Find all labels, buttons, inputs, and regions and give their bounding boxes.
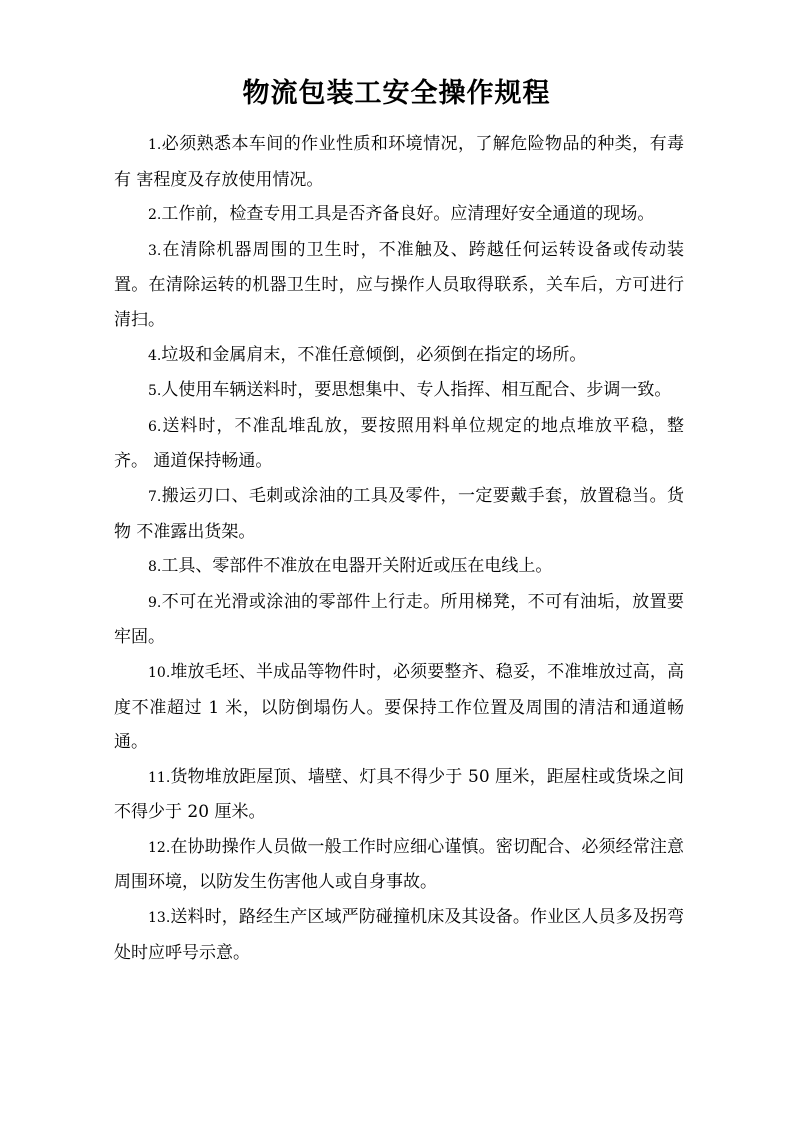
rule-text: 堆放毛坯、半成品等物件时，必须要整齐、稳妥，不准堆放过高，高度不准超过 1 米，以防倒塌伤人。要保持工作位置及周围的清洁和通道畅通。 — [114, 661, 684, 753]
rule-item — [114, 549, 684, 585]
rule-text: 在协助操作人员做一般工作时应细心谨慎。密切配合、必须经常注意周围环境，以防发生伤害他人或自身事故。 — [114, 836, 684, 893]
rule-text: 送料时，路经生产区域严防碰撞机床及其设备。作业区人员多及拐弯 处时应呼号示意。 — [114, 907, 684, 963]
rule-item — [114, 655, 684, 760]
rule-item — [114, 900, 684, 970]
rule-number: 10. — [148, 664, 171, 681]
rule-item — [114, 585, 684, 655]
rule-text: 不可在光滑或涂油的零部件上行走。所用梯凳，不可有油垢，放置要牢固。 — [114, 591, 684, 648]
rule-text: 送料时，不准乱堆乱放，要按照用料单位规定的地点堆放平稳，整齐。 通道保持畅通。 — [114, 415, 684, 472]
rule-item — [114, 127, 684, 197]
rule-text: 货物堆放距屋顶、墙壁、灯具不得少于 50 厘米，距屋柱或货垛之间 不得少于 20 厘米。 — [114, 766, 684, 823]
rule-item — [114, 830, 684, 900]
document-title: 物流包装工安全操作规程 — [242, 78, 551, 109]
rule-item — [114, 479, 684, 549]
rule-number: 4. — [148, 347, 162, 364]
rule-number: 12. — [148, 839, 171, 856]
rule-text: 垃圾和金属肩末，不准任意倾倒，必须倒在指定的场所。 — [161, 344, 587, 365]
rule-number: 3. — [148, 242, 162, 259]
document-body — [114, 127, 684, 970]
rule-item — [114, 760, 684, 830]
rule-number: 2. — [148, 207, 162, 224]
rule-text: 在清除机器周围的卫生时，不准触及、跨越任何运转设备或传动装置。在清除运转的机器卫生时，应与操作人员取得联系，关车后，方可进行清扫。 — [114, 239, 684, 330]
rule-number: 6. — [148, 418, 162, 435]
rule-number: 13. — [148, 910, 171, 927]
rule-item — [114, 197, 684, 233]
rule-number: 9. — [148, 594, 162, 611]
rule-number: 5. — [148, 383, 162, 400]
rule-number: 7. — [148, 488, 162, 505]
rule-text: 人使用车辆送料时，要思想集中、专人指挥、相互配合、步调一致。 — [161, 380, 672, 401]
rule-item — [114, 409, 684, 479]
rule-item — [114, 338, 684, 374]
rule-number: 1. — [148, 137, 162, 153]
rule-text: 工具、零部件不准放在电器开关附近或压在电线上。 — [161, 556, 553, 577]
rule-item — [114, 233, 684, 338]
rule-item — [114, 373, 684, 409]
rule-number: 11. — [148, 769, 171, 786]
rule-text: 工作前，检查专用工具是否齐备良好。应清理好安全通道的现场。 — [161, 204, 655, 225]
rule-number: 8. — [148, 559, 162, 576]
rule-text: 搬运刃口、毛刺或涂油的工具及零件，一定要戴手套，放置稳当。货物 不准露出货架。 — [114, 485, 684, 542]
rule-text: 必须熟悉本车间的作业性质和环境情况，了解危险物品的种类，有毒有 害程度及存放使用情况。 — [114, 134, 684, 190]
